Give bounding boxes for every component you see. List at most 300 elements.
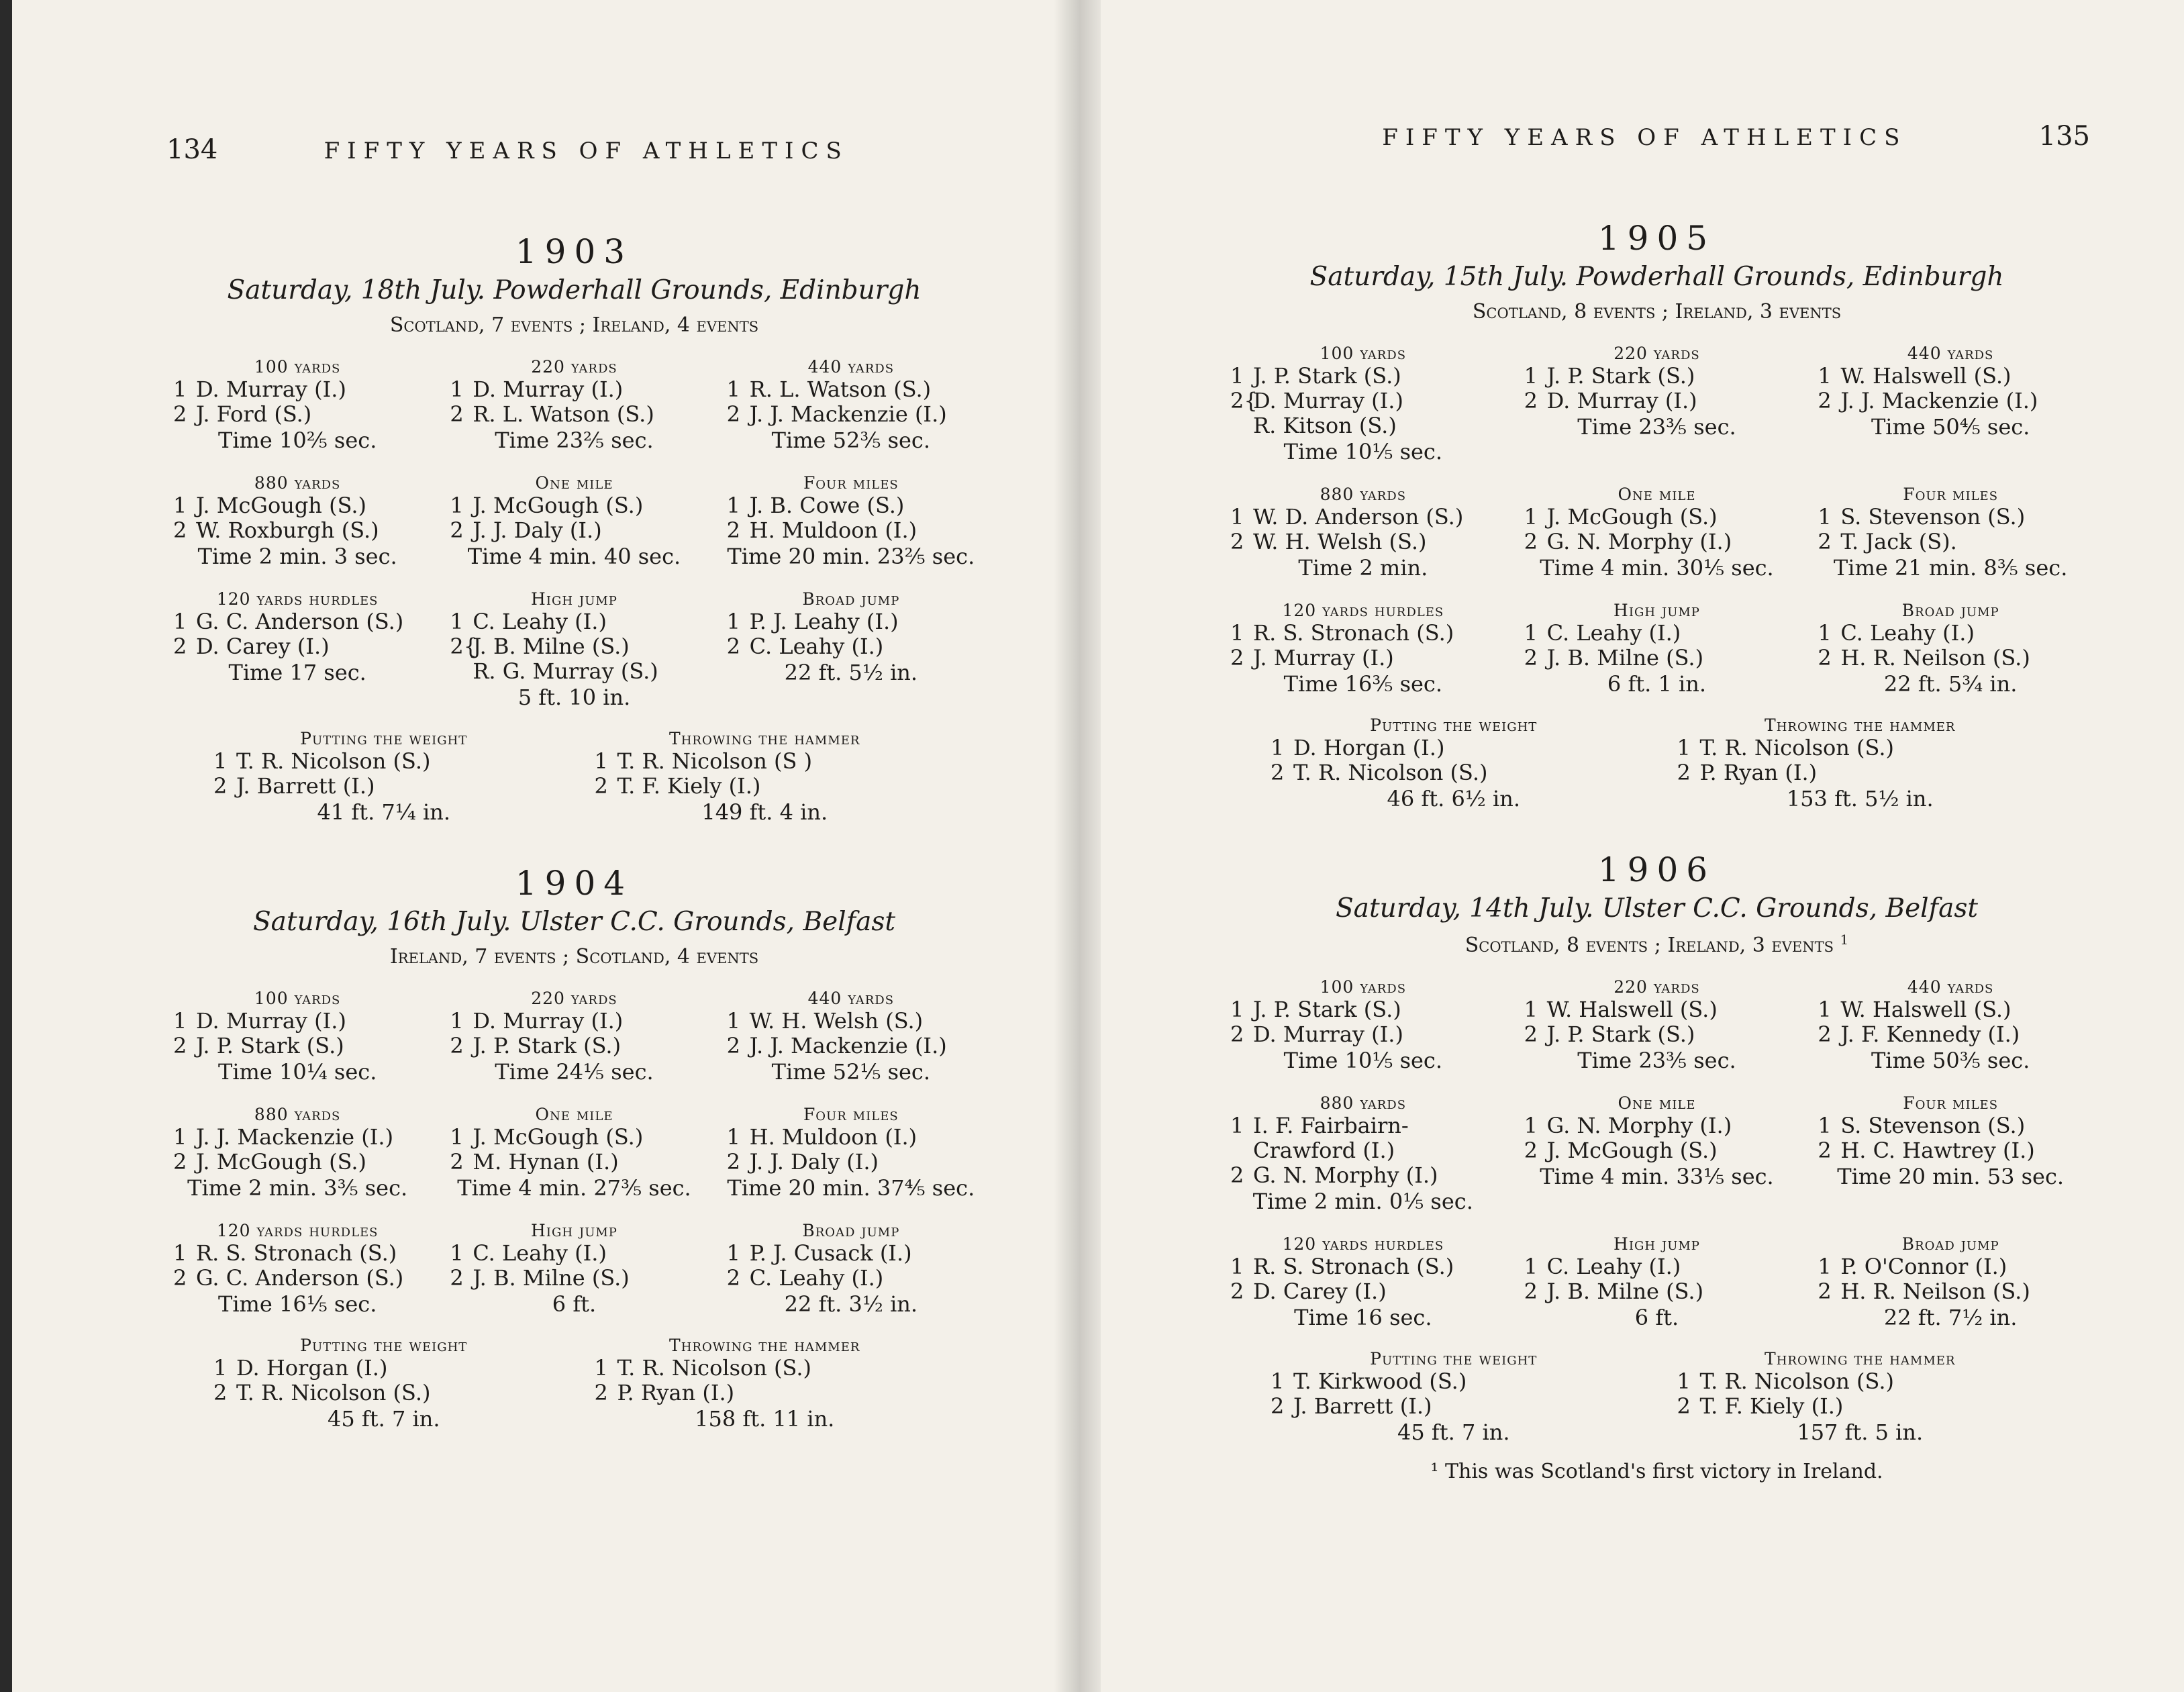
event-block — [1264, 1349, 1644, 1445]
event-block — [207, 1336, 561, 1432]
result-entry — [1224, 1279, 1503, 1304]
winning-mark: 45 ft. 7 in. — [1397, 1420, 1510, 1445]
result-entry — [720, 1150, 982, 1175]
athlete-name: D. Murray (I.) — [473, 377, 624, 402]
entry-position: 1 — [726, 1008, 741, 1034]
winning-mark: Time 2 min. 3 sec. — [197, 544, 397, 569]
entry-position: 1 — [173, 1124, 187, 1150]
entry-position: 1 — [173, 493, 187, 518]
winning-mark: 45 ft. 7 in. — [328, 1406, 440, 1432]
athlete-name: D. Murray (I.) — [1253, 1022, 1403, 1047]
athlete-name: H. Muldoon (I.) — [749, 1124, 917, 1150]
entry-position: 1 — [1230, 363, 1244, 389]
result-entry — [720, 1009, 982, 1034]
result-entry — [443, 377, 705, 402]
athlete-name: D. Murray (I.) — [1253, 388, 1403, 413]
year-heading: 1903 — [515, 232, 634, 271]
athlete-name: J. Murray (I.) — [1253, 645, 1394, 670]
result-entry — [1518, 1254, 1797, 1279]
athlete-name: R. S. Stronach (S.) — [1253, 620, 1454, 646]
entry-position: 2 — [594, 773, 608, 799]
event-title: 100 yards — [1320, 344, 1407, 363]
winning-mark: Time 20 min. 37⅘ sec. — [727, 1175, 975, 1201]
event-title: Throwing the hammer — [1765, 1349, 1956, 1368]
event-block — [166, 1105, 428, 1201]
athlete-name: J. P. Stark (S.) — [196, 1033, 344, 1058]
athlete-name: J. J. Mackenzie (I.) — [1840, 388, 2038, 413]
result-entry — [720, 634, 982, 659]
athlete-name: J. J. Mackenzie (I.) — [749, 1033, 947, 1058]
entry-position: 2{ — [450, 634, 478, 659]
event-title: Putting the weight — [1370, 1349, 1538, 1368]
event-block — [1224, 485, 1503, 581]
event-block — [166, 473, 428, 569]
entry-position: 2 — [726, 517, 741, 543]
event-block — [1518, 977, 1797, 1073]
entry-position: 1 — [1677, 1368, 1691, 1394]
athlete-name: T. R. Nicolson (S.) — [1699, 1368, 1894, 1394]
entry-position: 2 — [173, 1033, 187, 1058]
year-block — [1224, 850, 2090, 1483]
athlete-name: C. Leahy (I.) — [1546, 1254, 1681, 1279]
event-block — [443, 989, 705, 1085]
entry-position: 1 — [726, 493, 741, 518]
athlete-name: R. S. Stronach (S.) — [196, 1240, 397, 1266]
athlete-name: J. P. Stark (S.) — [1253, 997, 1401, 1022]
result-entry — [166, 518, 428, 543]
event-title: 440 yards — [807, 989, 895, 1008]
winning-mark: 158 ft. 11 in. — [695, 1406, 835, 1432]
event-title: Putting the weight — [1370, 715, 1538, 735]
result-entry — [443, 493, 705, 518]
result-entry — [1811, 364, 2090, 389]
athlete-name: G. C. Anderson (S.) — [196, 609, 404, 634]
athlete-name: J. P. Stark (S.) — [1253, 363, 1401, 389]
event-block — [1224, 344, 1503, 464]
athlete-name: T. Jack (S). — [1840, 529, 1957, 554]
event-title: Broad jump — [802, 1221, 900, 1240]
entry-position: 2 — [1271, 760, 1285, 785]
entry-position: 2 — [1524, 1138, 1538, 1163]
event-block — [1811, 601, 2090, 697]
entry-position: 1 — [450, 493, 464, 518]
entry-position: 2 — [726, 1033, 741, 1058]
field-events-row — [166, 1336, 982, 1432]
entry-position: 1 — [1230, 1113, 1244, 1138]
winning-mark: Time 17 sec. — [228, 660, 366, 685]
winning-mark: Time 10⅕ sec. — [1283, 1048, 1443, 1073]
result-entry — [443, 609, 705, 634]
running-head-title: FIFTY YEARS OF ATHLETICS — [1382, 124, 1907, 151]
event-title: Broad jump — [802, 589, 900, 609]
winning-mark: Time 23⅖ sec. — [495, 428, 654, 453]
result-entry — [166, 402, 428, 427]
entry-position: 2 — [1677, 1393, 1691, 1419]
event-block — [166, 357, 428, 453]
athlete-name: W. D. Anderson (S.) — [1253, 504, 1464, 530]
event-block — [1518, 344, 1797, 464]
result-entry — [443, 1241, 705, 1266]
entry-position: 1 — [1818, 620, 1832, 646]
result-entry — [588, 1356, 942, 1381]
result-entry — [588, 774, 942, 799]
result-entry — [1811, 997, 2090, 1022]
entry-position: 2 — [450, 1033, 464, 1058]
result-entry — [166, 634, 428, 659]
entry-position: 2 — [450, 401, 464, 427]
event-block — [720, 357, 982, 453]
result-entry — [1224, 505, 1503, 530]
year-heading: 1904 — [515, 864, 634, 903]
result-entry — [1518, 1279, 1797, 1304]
winning-mark: Time 16⅗ sec. — [1283, 671, 1443, 697]
result-entry — [1518, 1022, 1797, 1047]
event-title: 120 yards hurdles — [216, 1221, 379, 1240]
meeting-date-venue: Saturday, 18th July. Powderhall Grounds, Edinburgh — [227, 275, 922, 305]
entry-position: 1 — [450, 609, 464, 634]
athlete-name: W. Halswell (S.) — [1840, 997, 2012, 1022]
event-block — [1264, 715, 1644, 811]
result-entry — [443, 1009, 705, 1034]
athlete-name: J. McGough (S.) — [1546, 504, 1718, 530]
result-entry — [1264, 1394, 1644, 1419]
entry-position: 2 — [450, 1149, 464, 1175]
winning-mark: 6 ft. 1 in. — [1607, 671, 1707, 697]
entry-position: 1 — [726, 377, 741, 402]
athlete-name: J. J. Mackenzie (I.) — [196, 1124, 394, 1150]
athlete-name: T. Kirkwood (S.) — [1293, 1368, 1467, 1394]
entry-position: 1 — [1230, 504, 1244, 530]
event-block — [1224, 1234, 1503, 1330]
winning-mark: 157 ft. 5 in. — [1797, 1420, 1924, 1445]
result-entry — [1224, 646, 1503, 670]
result-entry — [1224, 389, 1503, 413]
athlete-name: J. J. Mackenzie (I.) — [749, 401, 947, 427]
athlete-name: D. Horgan (I.) — [1293, 735, 1445, 760]
entry-position: 1 — [726, 1124, 741, 1150]
result-entry — [1811, 1113, 2090, 1138]
event-title: 100 yards — [254, 989, 341, 1008]
entry-position: 2 — [450, 1265, 464, 1291]
result-entry — [1518, 646, 1797, 670]
athlete-name: D. Murray (I.) — [1546, 388, 1697, 413]
entry-position: 2 — [1524, 1022, 1538, 1047]
event-title: High jump — [531, 589, 617, 609]
event-title: High jump — [1614, 1234, 1700, 1254]
winning-mark: Time 21 min. 8⅗ sec. — [1833, 555, 2068, 581]
entry-position — [1230, 413, 1253, 438]
winning-mark: Time 4 min. 30⅕ sec. — [1540, 555, 1774, 581]
result-entry — [443, 402, 705, 427]
winning-mark: 22 ft. 3½ in. — [784, 1291, 918, 1317]
year-block — [1224, 219, 2090, 811]
winning-mark: 22 ft. 5¾ in. — [1883, 671, 2018, 697]
result-entry — [720, 1034, 982, 1058]
entry-position: 2 — [1677, 760, 1691, 785]
athlete-name: W. Halswell (S.) — [1840, 363, 2012, 389]
entry-position: 2 — [1818, 1279, 1832, 1304]
entry-position: 2 — [1524, 1279, 1538, 1304]
athlete-name: R. Kitson (S.) — [1253, 413, 1397, 438]
athlete-name: J. McGough (S.) — [473, 493, 644, 518]
result-entry — [166, 1125, 428, 1150]
events-grid — [166, 989, 982, 1317]
event-block — [443, 357, 705, 453]
athlete-name: C. Leahy (I.) — [749, 1265, 884, 1291]
event-title: 220 yards — [531, 989, 617, 1008]
athlete-name: R. G. Murray (S.) — [473, 658, 658, 684]
athlete-name: R. L. Watson (S.) — [749, 377, 932, 402]
entry-position: 1 — [1230, 997, 1244, 1022]
winning-mark: Time 16⅕ sec. — [217, 1291, 377, 1317]
entry-position: 1 — [213, 748, 228, 774]
event-block — [1811, 485, 2090, 581]
athlete-name: P. Ryan (I.) — [617, 1380, 735, 1405]
entry-position: 2 — [173, 401, 187, 427]
entry-position: 1 — [1230, 1254, 1244, 1279]
entry-position — [1230, 1138, 1253, 1163]
winning-mark: Time 4 min. 33⅕ sec. — [1540, 1164, 1774, 1189]
result-entry — [166, 1034, 428, 1058]
winning-mark: Time 10⅖ sec. — [217, 428, 377, 453]
result-entry — [1518, 505, 1797, 530]
event-title: 440 yards — [807, 357, 895, 377]
meeting-date-venue: Saturday, 16th July. Ulster C.C. Grounds, Belfast — [252, 907, 896, 937]
event-title: Throwing the hammer — [669, 1336, 860, 1355]
entry-position: 1 — [1524, 1113, 1538, 1138]
event-title: Four miles — [1903, 1093, 1999, 1113]
event-block — [1811, 1234, 2090, 1330]
winning-mark: 153 ft. 5½ in. — [1786, 786, 1934, 811]
entry-position: 1 — [594, 748, 608, 774]
result-entry — [1224, 364, 1503, 389]
meeting-result — [166, 313, 982, 337]
event-block — [1518, 1093, 1797, 1214]
entry-position: 1 — [1524, 997, 1538, 1022]
result-entry — [1811, 389, 2090, 413]
event-title: 100 yards — [1320, 977, 1407, 997]
athlete-name: Crawford (I.) — [1253, 1138, 1395, 1163]
athlete-name: P. J. Cusack (I.) — [749, 1240, 912, 1266]
athlete-name: G. N. Morphy (I.) — [1546, 529, 1732, 554]
athlete-name: I. F. Fairbairn- — [1253, 1113, 1409, 1138]
result-entry — [1811, 505, 2090, 530]
result-entry — [720, 493, 982, 518]
winning-mark: Time 2 min. 0⅕ sec. — [1252, 1189, 1473, 1214]
result-entry — [1811, 646, 2090, 670]
event-block — [720, 589, 982, 710]
event-title: Throwing the hammer — [1765, 715, 1956, 735]
athlete-name: J. B. Milne (S.) — [1546, 1279, 1704, 1304]
running-head — [166, 134, 982, 165]
winning-mark: Time 50⅘ sec. — [1871, 414, 2030, 440]
result-entry — [1811, 1022, 2090, 1047]
result-entry — [207, 1381, 561, 1405]
event-block — [720, 989, 982, 1085]
athlete-name: T. F. Kiely (I.) — [617, 773, 761, 799]
athlete-name: J. P. Stark (S.) — [473, 1033, 622, 1058]
event-block — [588, 1336, 942, 1432]
result-entry — [720, 518, 982, 543]
event-title: One mile — [535, 473, 613, 493]
entry-position: 1 — [450, 1124, 464, 1150]
entry-position: 2 — [1524, 645, 1538, 670]
result-entry — [1224, 1022, 1503, 1047]
result-entry — [443, 1125, 705, 1150]
athlete-name: G. N. Morphy (I.) — [1253, 1162, 1438, 1188]
entry-position: 2 — [1230, 1022, 1244, 1047]
running-head-title: FIFTY YEARS OF ATHLETICS — [324, 138, 849, 164]
entry-position: 2 — [594, 1380, 608, 1405]
event-title: One mile — [1618, 1093, 1696, 1113]
result-text: Scotland, 8 events ; Ireland, 3 events — [1465, 934, 1834, 957]
athlete-name: J. Barrett (I.) — [1293, 1393, 1432, 1419]
athlete-name: C. Leahy (I.) — [473, 1240, 607, 1266]
result-entry — [720, 609, 982, 634]
athlete-name: H. R. Neilson (S.) — [1840, 645, 2030, 670]
event-title: 120 yards hurdles — [1282, 601, 1444, 620]
footnote-marker: 1 — [1840, 932, 1849, 948]
entry-position: 1 — [1677, 735, 1691, 760]
event-block — [1518, 485, 1797, 581]
event-title: Putting the weight — [300, 1336, 468, 1355]
entry-position: 1 — [173, 1008, 187, 1034]
athlete-name: J. B. Milne (S.) — [1546, 645, 1704, 670]
athlete-name: T. R. Nicolson (S.) — [236, 1380, 431, 1405]
athlete-name: J. J. Daly (I.) — [473, 517, 602, 543]
athlete-name: D. Horgan (I.) — [236, 1355, 388, 1381]
event-block — [166, 989, 428, 1085]
athlete-name: D. Carey (I.) — [1253, 1279, 1387, 1304]
result-entry — [1518, 364, 1797, 389]
result-entry — [1224, 1138, 1503, 1163]
result-text: Scotland, 7 events ; Ireland, 4 events — [389, 313, 759, 337]
winning-mark: Time 2 min. 3⅗ sec. — [187, 1175, 408, 1201]
event-title: 880 yards — [1320, 485, 1407, 504]
event-title: Throwing the hammer — [669, 729, 860, 748]
result-entry — [166, 609, 428, 634]
athlete-name: J. B. Milne (S.) — [473, 634, 630, 659]
meeting-result — [166, 945, 982, 968]
entry-position: 1 — [1818, 504, 1832, 530]
event-block — [1811, 977, 2090, 1073]
entry-position: 1 — [450, 377, 464, 402]
result-entry — [588, 749, 942, 774]
event-block — [1224, 1093, 1503, 1214]
athlete-name: P. J. Leahy (I.) — [749, 609, 899, 634]
athlete-name: P. O'Connor (I.) — [1840, 1254, 2007, 1279]
winning-mark: Time 20 min. 23⅖ sec. — [727, 544, 975, 569]
result-entry — [1811, 621, 2090, 646]
result-entry — [1811, 1254, 2090, 1279]
entry-position: 1 — [1818, 997, 1832, 1022]
result-entry — [1264, 1369, 1644, 1394]
result-entry — [443, 1034, 705, 1058]
result-entry — [588, 1381, 942, 1405]
winning-mark: 46 ft. 6½ in. — [1387, 786, 1520, 811]
result-entry — [443, 518, 705, 543]
event-block — [1518, 1234, 1797, 1330]
winning-mark: 22 ft. 7½ in. — [1883, 1305, 2018, 1330]
winning-mark: Time 4 min. 40 sec. — [467, 544, 681, 569]
result-entry — [166, 1266, 428, 1291]
event-title: 100 yards — [254, 357, 341, 377]
result-entry — [166, 377, 428, 402]
winning-mark: Time 24⅕ sec. — [495, 1059, 654, 1085]
result-entry — [207, 749, 561, 774]
event-block — [1671, 715, 2050, 811]
entry-position: 1 — [594, 1355, 608, 1381]
entry-position: 1 — [450, 1240, 464, 1266]
result-entry — [166, 1009, 428, 1034]
result-entry — [1671, 760, 2050, 785]
athlete-name: J. P. Stark (S.) — [1546, 363, 1695, 389]
event-block — [443, 1221, 705, 1317]
entry-position: 2{ — [1230, 388, 1258, 413]
entry-position: 2 — [726, 634, 741, 659]
athlete-name: J. P. Stark (S.) — [1546, 1022, 1695, 1047]
result-entry — [1811, 530, 2090, 554]
event-title: 880 yards — [1320, 1093, 1407, 1113]
result-entry — [443, 634, 705, 659]
field-events-row — [166, 729, 982, 825]
entry-position: 1 — [450, 1008, 464, 1034]
athlete-name: H. C. Hawtrey (I.) — [1840, 1138, 2035, 1163]
entry-position: 2 — [450, 517, 464, 543]
entry-position: 2 — [173, 634, 187, 659]
entry-position: 2 — [1524, 388, 1538, 413]
year-heading: 1906 — [1597, 850, 1716, 889]
event-title: One mile — [1618, 485, 1696, 504]
event-block — [720, 1221, 982, 1317]
winning-mark: Time 4 min. 27⅗ sec. — [457, 1175, 691, 1201]
result-text: Scotland, 8 events ; Ireland, 3 events — [1472, 300, 1842, 324]
entry-position: 2 — [1230, 529, 1244, 554]
result-entry — [1224, 530, 1503, 554]
event-title: 220 yards — [1614, 977, 1700, 997]
event-block — [1811, 344, 2090, 464]
entry-position — [450, 659, 473, 684]
event-title: 220 yards — [1614, 344, 1700, 363]
event-block — [1811, 1093, 2090, 1214]
result-entry — [1224, 997, 1503, 1022]
event-block — [1518, 601, 1797, 697]
entry-position: 1 — [1818, 1113, 1832, 1138]
footnote: ¹ This was Scotland's first victory in Ireland. — [1430, 1460, 1883, 1483]
athlete-name: D. Murray (I.) — [196, 377, 346, 402]
entry-position: 2 — [1230, 1279, 1244, 1304]
result-entry — [443, 1150, 705, 1175]
page-134 — [12, 0, 1076, 1692]
entry-position: 2 — [173, 1149, 187, 1175]
event-title: 440 yards — [1907, 344, 1994, 363]
event-title: 880 yards — [254, 1105, 341, 1124]
entry-position: 1 — [1230, 620, 1244, 646]
result-entry — [207, 774, 561, 799]
result-text: Ireland, 7 events ; Scotland, 4 events — [389, 945, 759, 968]
winning-mark: 6 ft. — [552, 1291, 597, 1317]
result-entry — [1518, 1113, 1797, 1138]
year-heading: 1905 — [1597, 219, 1716, 258]
entry-position: 2 — [213, 773, 228, 799]
event-block — [166, 589, 428, 710]
entry-position: 1 — [1524, 1254, 1538, 1279]
entry-position: 2 — [726, 1149, 741, 1175]
winning-mark: Time 52⅗ sec. — [771, 428, 931, 453]
result-entry — [166, 1150, 428, 1175]
athlete-name: T. R. Nicolson (S.) — [1699, 735, 1894, 760]
event-title: 120 yards hurdles — [1282, 1234, 1444, 1254]
